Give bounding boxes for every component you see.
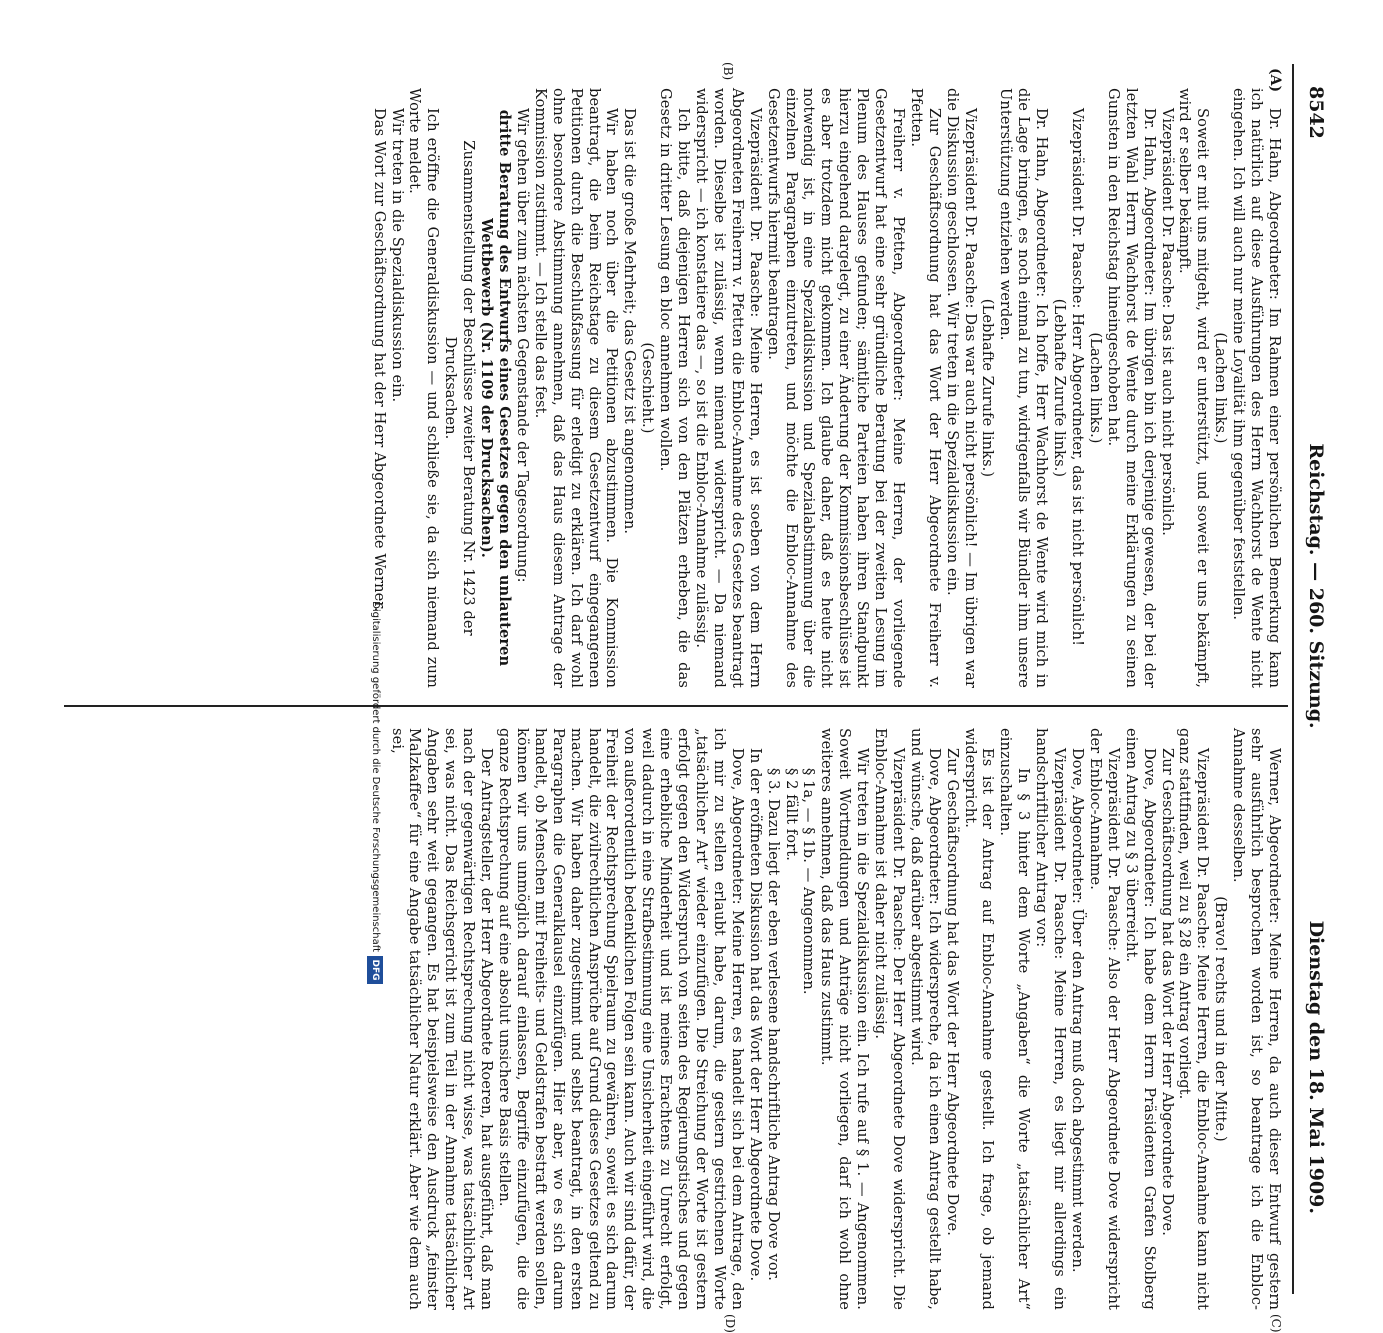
interjection: (Bravo! rechts und in der Mitte.) xyxy=(1212,896,1230,1142)
paragraph: Vizepräsident Dr. Paasche: Meine Herren, die Enbloc-Annahme kann nicht ganz stattfinden, weil zu § 28 ein Antrag vorliegt. xyxy=(1176,728,1212,1310)
paragraph: Dr. Hahn, Abgeordneter: Ich hoffe, Herr Wachhorst de Wente wird mich in die Lage bringen, es noch einmal zu tun, widrigenfalls wir Bündler ihm unsere Unterstützung entziehen werden. xyxy=(997,88,1051,688)
interjection: (Geschieht.) xyxy=(639,342,657,434)
interjection: (Lebhafte Zurufe links.) xyxy=(1051,298,1069,478)
paragraph: Dove, Abgeordneter: Über den Antrag muß doch abgestimmt werden. xyxy=(1069,748,1087,1273)
paragraph: Zur Geschäftsordnung hat das Wort der Herr Abgeordnete Freiherr v. Pfetten. xyxy=(907,88,943,688)
motion-text: In § 3 hinter dem Worte „Angaben“ die Worte „tatsächlicher Art“ einzuschalten. xyxy=(997,728,1033,1310)
margin-mark-c: (C) xyxy=(1269,1314,1283,1333)
paragraph: Freiherr v. Pfetten, Abgeordneter: Meine Herren, der vorliegende Gesetzentwurf hat eine sehr gründliche Beratung bei der zweiten Lesung im Plenum des Hauses gefunden; sämtliche Parteien haben ihren Standpunkt hierzu eingehend dargelegt, zu einer Änderung der Kommissionsbeschlüsse ist es aber trotzdem nicht gekommen. Ich glaube daher, daß es heute nicht notwendig ist, in eine Spezialdiskussion und Spezialabstimmung über die einzelnen Paragraphen einzutreten, und möchte die Enbloc-Annahme des Gesetzentwurfs hiermit beantragen. xyxy=(764,88,907,688)
paragraph: Wir gehen über zum nächsten Gegenstande der Tagesordnung: xyxy=(513,108,531,583)
section-item: § 1a, — § 1b. — Angenommen. xyxy=(800,768,818,995)
paragraph: Vizepräsident Dr. Paasche: Der Herr Abgeordnete Dove widerspricht. Die Enbloc-Annahme ist daher nicht zulässig. xyxy=(872,728,907,1310)
paragraph: Wir treten in die Spezialdiskussion ein. xyxy=(388,108,406,403)
paragraph: Soweit er mit uns mitgeht, wird er unterstützt, und soweit er uns bekämpft, wird er selber bekämpft. xyxy=(1176,88,1212,688)
paragraph: Ich eröffne die Generaldiskussion — und schließe sie, da sich niemand zum Worte meldet. xyxy=(406,88,442,688)
paragraph: Werner, Abgeordneter: Meine Herren, da auch dieser Entwurf gestern sehr ausführlich besprochen worden ist, so beantrage ich die Enbloc-Annahme desselben. xyxy=(1230,728,1283,1310)
paragraph: Dr. Hahn, Abgeordneter: Im übrigen bin ich derjenige gewesen, der bei der letzten Wahl Herrn Wachhorst de Wente durch meine Erklärungen zu seinen Gunsten in den Reichstag hineingeschoben hat. xyxy=(1104,88,1158,688)
paragraph: Vizepräsident Dr. Paasche: Meine Herren, es liegt mir allerdings ein handschriftlicher Antrag vor: xyxy=(1033,728,1069,1310)
paragraph: Zur Geschäftsordnung hat das Wort der Herr Abgeordnete Dove. xyxy=(943,748,961,1236)
interjection: (Lachen links.) xyxy=(1086,332,1104,444)
paragraph: Das Wort zur Geschäftsordnung hat der Herr Abgeordnete Werner. xyxy=(370,108,388,612)
paragraph: Vizepräsident Dr. Paasche: Das war auch nicht persönlich! — Im übrigen war die Diskussion geschlossen. Wir treten in die Spezialdiskussion ein. xyxy=(943,88,979,688)
session-date: Dienstag den 18. Mai 1909. xyxy=(1305,920,1327,1214)
paragraph: Dove, Abgeordneter: Ich widerspreche, da ich einen Antrag gestellt habe, und wünsche, daß darüber abgestimmt wird. xyxy=(907,728,943,1310)
paragraph: Vizepräsident Dr. Paasche: Das ist auch nicht persönlich. xyxy=(1158,108,1176,537)
interjection: (Lebhafte Zurufe links.) xyxy=(979,298,997,478)
paragraph: Vizepräsident Dr. Paasche: Meine Herren, es ist soeben von dem Herrn Abgeordneten Freiherrn v. Pfetten die Enbloc-Annahme des Gesetzes beantragt worden. Dieselbe ist zulässig, wenn niemand widerspricht. — Da niemand widerspricht — ich konstatiere das —, so ist die Enbloc-Annahme zulässig. xyxy=(693,88,764,688)
paragraph: Wir haben noch über die Petitionen abzustimmen. Die Kommission beantragt, die beim Reichstage zu diesem Gesetzentwurf eingegangenen Petitionen durch die Beschlußfassung für erledigt zu erklären. Ich darf wohl ohne besondere Abstimmung annehmen, daß das Haus diesem Antrage der Kommission zustimmt. — Ich stelle das fest. xyxy=(531,88,621,688)
paragraph: Ich bitte, daß diejenigen Herren sich von den Plätzen erheben, die das Gesetz in dritter Lesung en bloc annehmen wollen. xyxy=(657,88,693,688)
section-item: § 3. Dazu liegt der eben verlesene handschriftliche Antrag Dove vor. xyxy=(764,768,782,1281)
right-column xyxy=(388,728,1283,1310)
paragraph: Vizepräsident Dr. Paasche: Also der Herr Abgeordnete Dove widerspricht der Enbloc-Annahme. xyxy=(1086,728,1122,1310)
paragraph: Dr. Hahn, Abgeordneter: Im Rahmen einer persönlichen Bemerkung kann ich natürlich auf diese Ausführungen des Herrn Wachhorst de Wente nicht eingehen. Ich will auch nur meine Loyalität ihm gegenüber feststellen. xyxy=(1230,88,1283,688)
column-divider xyxy=(64,705,1288,707)
page-header xyxy=(1301,86,1327,1214)
margin-mark-d: (D) xyxy=(723,1314,737,1333)
margin-mark-a: (A) xyxy=(1267,68,1283,93)
agenda-note: Zusammenstellung der Beschlüsse zweiter Beratung Nr. 1423 der Drucksachen. xyxy=(442,140,478,636)
page-title: Reichstag. — 260. Sitzung. xyxy=(1305,443,1327,729)
paragraph: In der eröffneten Diskussion hat das Wort der Herr Abgeordnete Dove. xyxy=(746,748,764,1282)
paragraph: Wir treten in die Spezialdiskussion ein. Ich rufe auf § 1. — Angenommen. Soweit Wortmeldungen und Anträge nicht vorliegen, darf ich wohl ohne weiteres annehmen, daß das Haus zustimmt. xyxy=(818,728,872,1310)
interjection: (Lachen links.) xyxy=(1212,332,1230,444)
header-rule xyxy=(1292,64,1294,1294)
paragraph: Das ist die große Mehrheit; das Gesetz ist angenommen. xyxy=(621,108,639,535)
section-item: § 2 fällt fort. xyxy=(782,768,800,861)
paragraph: Dove, Abgeordneter: Ich habe dem Herrn Präsidenten Grafen Stolberg einen Antrag zu § 3 überreicht. xyxy=(1122,728,1158,1310)
funding-note: Digitalisierung gefördert durch die Deutsche Forschungsgemeinschaft xyxy=(370,601,381,952)
page-number: 8542 xyxy=(1305,86,1327,139)
paragraph: Der Antragsteller, der Herr Abgeordnete Roeren, hat ausgeführt, daß man nach der gegenwärtigen Rechtsprechung nicht wisse, was tatsächlicher Art sei, was nicht. Das Reichsgericht ist zum Teil in der Annahme tatsächlicher Angaben sehr weit gegangen. Es hat beispielsweise den Ausdruck „feinster Malzkaffee“ für eine Angabe tatsächlicher Natur erklärt. Aber wie dem auch sei, xyxy=(388,728,496,1310)
paragraph: Vizepräsident Dr. Paasche: Herr Abgeordneter, das ist nicht persönlich! xyxy=(1069,108,1087,647)
agenda-item: dritte Beratung des Entwurfs eines Gesetzes gegen den unlauteren Wettbewerb (Nr. 1109 der Drucksachen). xyxy=(478,109,514,667)
margin-mark-b: (B) xyxy=(721,62,735,81)
paragraph: Es ist der Antrag auf Enbloc-Annahme gestellt. Ich frage, ob jemand widerspricht. xyxy=(961,728,997,1310)
footer xyxy=(363,0,383,1000)
dfg-logo: DFG xyxy=(367,956,383,984)
paragraph: Dove, Abgeordneter: Meine Herren, es handelt sich bei dem Antrage, den ich mir zu stellen erlaubt habe, darum, die gestern gestrichenen Worte „tatsächlicher Art“ wieder einzufügen. Die Streichung der Worte ist gestern erfolgt gegen den Widerspruch von seiten des Regierungstisches und gegen eine erhebliche Minderheit und ist meines Erachtens zu Unrecht erfolgt, weil dadurch in eine Strafbestimmung eine Unsicherheit eingeführt wird, die von außerordentlich bedenklichen Folgen sein kann. Auch wir sind dafür, der Freiheit der Rechtsprechung Spielraum zu gewähren, soweit es sich darum handelt, die zivilrechtlichen Ansprüche auf Grund dieses Gesetzes geltend zu machen. Wir haben daher zugestimmt und selbst beantragt, in den ersten Paragraphen die Generalklausel einzufügen. Hier aber, wo es sich darum handelt, ob Menschen mit Freiheits- und Geldstrafen bestraft werden sollen, können wir uns unmöglich darauf einlassen, Begriffe einzufügen, die die ganze Rechtsprechung auf eine absolut unsichere Basis stellen. xyxy=(496,728,746,1310)
left-column xyxy=(370,88,1283,688)
paragraph: Zur Geschäftsordnung hat das Wort der Herr Abgeordnete Dove. xyxy=(1158,748,1176,1236)
